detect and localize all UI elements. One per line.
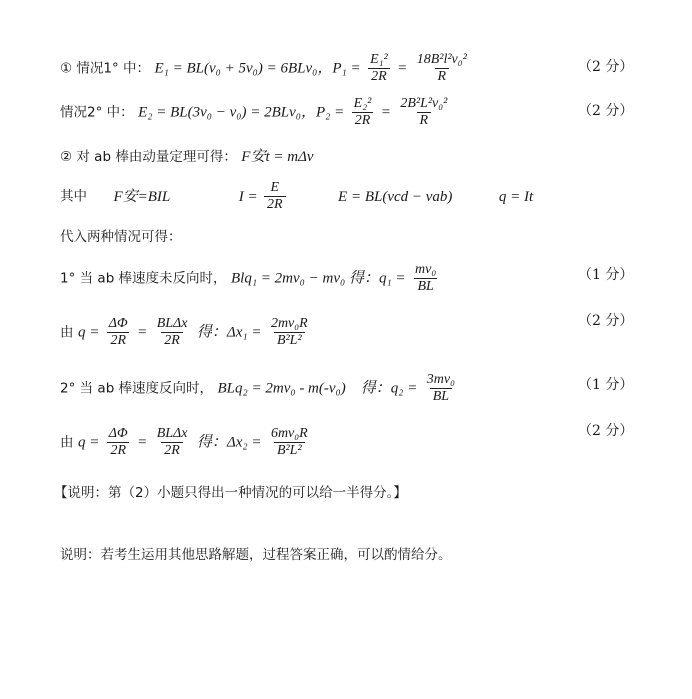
fraction: $\frac{\text{mv₀}}{BL}$: [415, 262, 437, 294]
fraction: $\frac{\text{E₁²}}{2R}$: [370, 52, 388, 84]
fraction: $\frac{\text{E₂²}}{2R}$: [353, 96, 372, 128]
line-case2-charge: 2° 当 ab 棒速度反向时， BLq₂ = 2mv₀ - m(-v₀) 得：q₂ = $\frac{\text{3mv₀}}{BL}$: [60, 372, 460, 405]
fraction: $\frac{\text{3mv₀}}{BL}$: [426, 372, 455, 404]
line-case1-power: ① 情况1° 中： E₁ = BL(v₀ + 5v₀) = 6BLv₀，P₁ = $\frac{\text{E₁²}}{2R}$ = $\frac{\text{18B²l²v₀²}}{R}$: [60, 52, 472, 85]
fraction: $\frac{\text{BLΔx}}{2R}$: [156, 316, 188, 348]
score-mark: （1 分）: [578, 377, 634, 393]
line-substitute: 代入两种情况可得：: [60, 229, 182, 245]
note-alternative-methods: 说明：若考生运用其他思路解题，过程答案正确，可以酌情给分。: [60, 547, 452, 563]
fraction: $\frac{\text{BLΔx}}{2R}$: [156, 426, 188, 458]
case2-formula: E₂ = BL(3v₀ − v₀) = 2BLv₀，P₂ =: [138, 104, 345, 121]
line-case2-power: 情况2° 中： E₂ = BL(3v₀ − v₀) = 2BLv₀，P₂ = $\frac{\text{E₂²}}{2R}$ = $\frac{\text{2B²L²v₀²}}{R}$: [60, 96, 452, 129]
fraction: $\frac{\text{18B²l²v₀²}}{R}$: [416, 52, 467, 84]
score-mark: （1 分）: [578, 267, 634, 283]
case1-label: ① 情况1° 中：: [60, 60, 151, 77]
case2-label: 情况2° 中：: [60, 104, 134, 121]
line-case1-charge: 1° 当 ab 棒速度未反向时， Blq₁ = 2mv₀ − mv₀ 得：q₁ = $\frac{\text{mv₀}}{BL}$: [60, 262, 441, 295]
case1-formula: E₁ = BL(v₀ + 5v₀) = 6BLv₀，P₁ =: [154, 60, 361, 77]
line-case1-displacement: 由 q = $\frac{\Delta\Phi}{2R}$ = $\frac{\text{BLΔx}}{2R}$ 得：Δx₁ = $\frac{\text{2mv₀R}}{\text{B²L²}}$: [60, 316, 313, 349]
score-mark: （2 分）: [578, 103, 634, 119]
fraction: $\frac{\text{2mv₀R}}{\text{B²L²}}$: [270, 316, 308, 348]
score-mark: （2 分）: [578, 313, 634, 329]
line-case2-displacement: 由 q = $\frac{\Delta\Phi}{2R}$ = $\frac{\text{BLΔx}}{2R}$ 得：Δx₂ = $\frac{\text{6mv₀R}}{\text{B²L²}}$: [60, 426, 313, 459]
fraction: $\frac{\text{2B²L²v₀²}}{R}$: [400, 96, 448, 128]
fraction: $\frac{\Delta\Phi}{2R}$: [108, 316, 128, 348]
line-definitions: 其中 F安=BIL I = $\frac{E}{2R}$ E = BL(vcd − vab) q = It: [60, 180, 534, 212]
line-momentum-theorem: ② 对 ab 棒由动量定理可得： F安t = mΔv: [60, 149, 314, 165]
note-half-credit: 【说明：第（2）小题只得出一种情况的可以给一半得分。】: [54, 485, 407, 501]
score-mark: （2 分）: [578, 59, 634, 75]
score-mark: （2 分）: [578, 423, 634, 439]
fraction: $\frac{\Delta\Phi}{2R}$: [108, 426, 128, 458]
fraction: $\frac{E}{2R}$: [264, 180, 286, 213]
fraction: $\frac{\text{6mv₀R}}{\text{B²L²}}$: [270, 426, 308, 458]
